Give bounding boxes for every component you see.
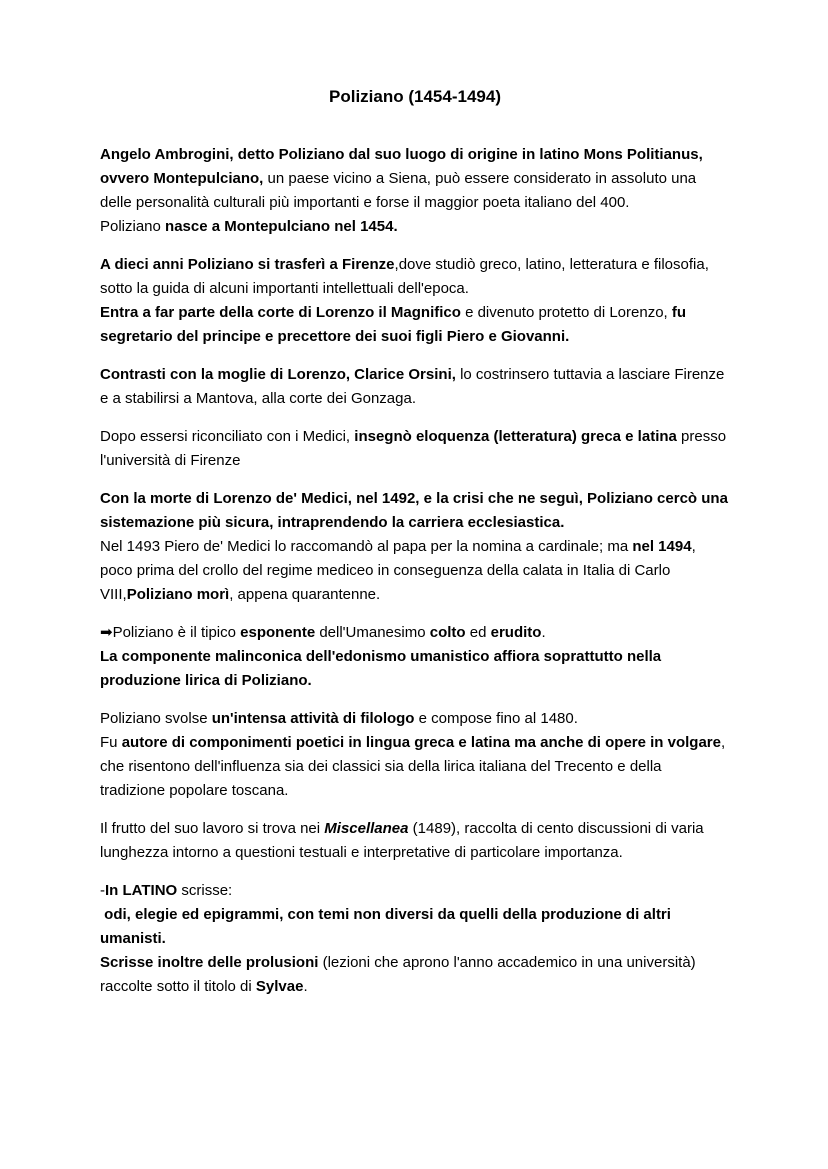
- paragraph: [100, 143, 730, 239]
- text-segment: ➡Poliziano è il tipico: [100, 624, 241, 641]
- paragraph: [100, 879, 730, 999]
- text-segment: , poco prima del crollo del regime mediceo in conseguenza della calata in Italia di Carlo VIII,: [100, 538, 700, 603]
- text-segment: ed: [465, 624, 491, 641]
- text-segment: scrisse:: [181, 882, 233, 899]
- text-segment: Scrisse inoltre delle prolusioni: [100, 954, 319, 971]
- text-segment: Poliziano: [100, 218, 166, 235]
- text-segment: Nel 1493 Piero de' Medici lo raccomandò al papa per la nomina a cardinale; ma: [100, 538, 633, 555]
- document-title: Poliziano (1454-1494): [329, 87, 501, 106]
- paragraph: [100, 425, 730, 473]
- text-segment: .: [303, 978, 308, 995]
- text-segment: (1489), raccolta di cento discussioni di varia lunghezza intorno a questioni testuali e interpretative di particolare importanza.: [100, 820, 708, 861]
- text-segment: Contrasti con la moglie di Lorenzo, Clarice Orsini,: [100, 366, 456, 383]
- text-segment: La componente malinconica dell'edonismo umanistico affiora soprattutto nella produzione lirica di Poliziano.: [100, 648, 666, 689]
- text-segment: Fu: [100, 734, 122, 751]
- text-segment: presso l'università di Firenze: [100, 428, 731, 469]
- text-segment: , che risentono dell'influenza sia dei classici sia della lirica italiana del Trecento e della tradizione popolare toscana.: [100, 734, 730, 799]
- text-segment: dell'Umanesimo: [315, 624, 430, 641]
- text-segment: Dopo essersi riconciliato con i Medici,: [100, 428, 355, 445]
- text-segment: .: [541, 624, 546, 641]
- text-segment: e compose fino al 1480.: [414, 710, 578, 727]
- text-segment: nel 1494: [632, 538, 692, 555]
- paragraph: [100, 487, 733, 607]
- text-segment: ,dove studiò greco, latino, letteratura e filosofia, sotto la guida di alcuni importanti intellettuali dell'epoca.: [100, 256, 714, 297]
- text-segment: nasce a Montepulciano nel 1454.: [165, 218, 398, 235]
- text-segment: odi, elegie ed epigrammi, con temi non diversi da quelli della produzione di altri umanisti.: [100, 906, 676, 947]
- text-segment: Con la morte di Lorenzo de' Medici, nel 1492, e la crisi che ne seguì, Poliziano cercò una sistemazione più sicura, intraprendendo la carriera ecclesiastica.: [100, 490, 733, 531]
- text-segment: Poliziano morì: [126, 586, 230, 603]
- document-body: [100, 143, 733, 999]
- paragraph: [100, 621, 730, 693]
- text-segment: esponente: [240, 624, 316, 641]
- text-segment: un paese vicino a Siena, può essere considerato in assoluto una delle personalità culturali più importanti e forse il maggior poeta italiano del 400.: [100, 170, 701, 211]
- text-segment: In LATINO: [105, 882, 182, 899]
- text-segment: (lezioni che aprono l'anno accademico in una università) raccolte sotto il titolo di: [100, 954, 700, 995]
- text-segment: erudito: [490, 624, 542, 641]
- text-segment: e divenuto protetto di Lorenzo,: [460, 304, 672, 321]
- text-segment: lo costrinsero tuttavia a lasciare Firenze e a stabilirsi a Mantova, alla corte dei Gonzaga.: [100, 366, 729, 407]
- text-segment: colto: [429, 624, 466, 641]
- text-segment: Angelo Ambrogini, detto Poliziano dal suo luogo di origine in latino Mons Politianus, ovvero Montepulciano,: [100, 146, 707, 187]
- text-segment: -: [100, 882, 105, 899]
- text-segment: fu segretario del principe e precettore dei suoi figli Piero e Giovanni.: [100, 304, 691, 345]
- text-segment: Poliziano svolse: [100, 710, 212, 727]
- paragraph: [100, 817, 730, 865]
- text-segment: autore di componimenti poetici in lingua greca e latina ma anche di opere in volgare: [121, 734, 721, 751]
- text-segment: Sylvae: [255, 978, 304, 995]
- text-segment: Entra a far parte della corte di Lorenzo il Magnifico: [100, 304, 461, 321]
- paragraph: [100, 707, 730, 803]
- text-segment: Miscellanea: [324, 820, 409, 837]
- text-segment: A dieci anni Poliziano si trasferì a Firenze: [100, 256, 395, 273]
- text-segment: Il frutto del suo lavoro si trova nei: [100, 820, 325, 837]
- text-segment: insegnò eloquenza (letteratura) greca e latina: [354, 428, 677, 445]
- text-segment: un'intensa attività di filologo: [211, 710, 415, 727]
- paragraph: [100, 253, 730, 349]
- paragraph: [100, 363, 730, 411]
- text-segment: , appena quarantenne.: [229, 586, 381, 603]
